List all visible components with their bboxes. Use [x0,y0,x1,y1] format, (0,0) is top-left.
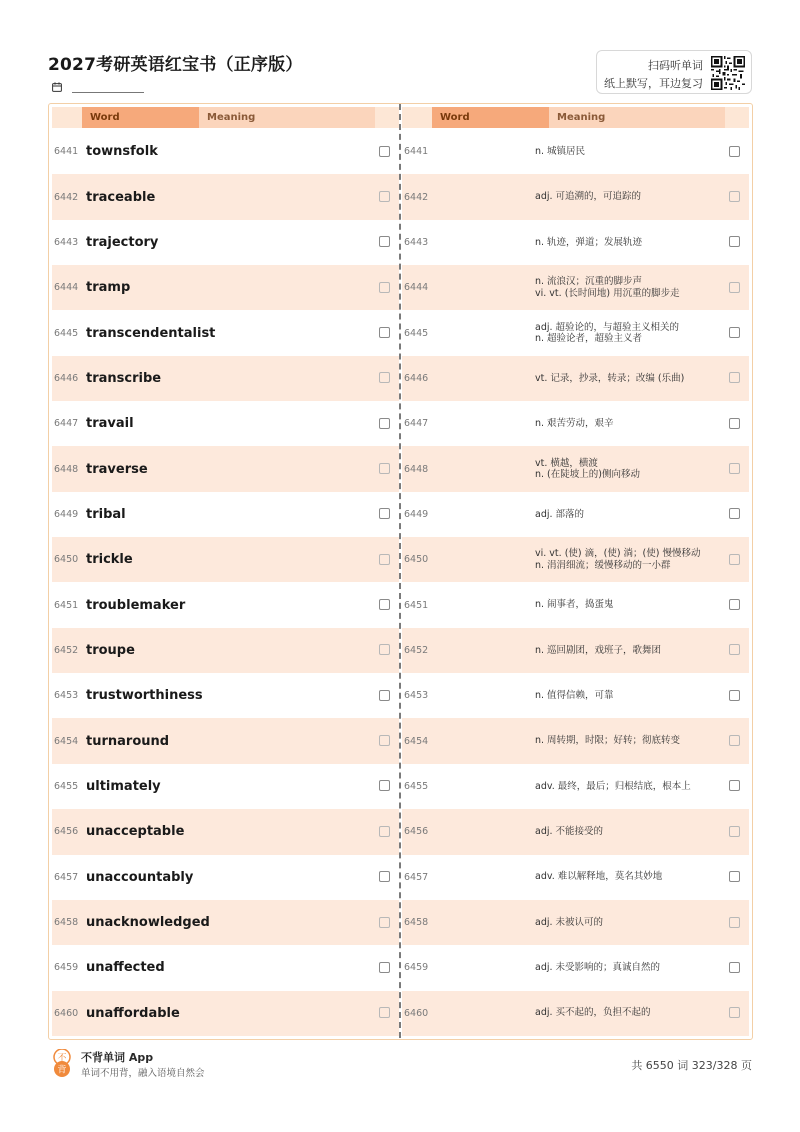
entry-number: 6447 [404,418,429,430]
entry-number: 6455 [404,780,429,792]
word-checkbox[interactable] [379,826,390,837]
meaning-checkbox[interactable] [729,962,740,973]
entry-number: 6449 [404,508,429,520]
entry-meaning [535,356,725,401]
meaning-line: adj. 买不起的，负担不起的 [535,1007,651,1019]
meaning-line: adj. 超验论的，与超验主义相关的 [535,321,680,333]
word-row [52,718,399,763]
entry-number: 6445 [404,327,429,339]
word-col-header-right: Word [432,107,549,128]
entry-number: 6451 [54,599,79,611]
entry-number: 6448 [54,463,79,475]
entry-word: trickle [86,552,133,568]
entry-number: 6444 [54,282,79,294]
word-column [52,107,399,1037]
entry-word: unacceptable [86,824,185,840]
entry-word: travail [86,416,134,432]
entry-number: 6459 [54,962,79,974]
word-row [52,809,399,854]
word-row [52,945,399,990]
word-row [52,446,399,491]
entry-meaning [535,628,725,673]
meaning-column [402,107,749,1037]
entry-number: 6455 [54,780,79,792]
word-checkbox[interactable] [379,146,390,157]
meaning-row [402,492,749,537]
word-row [52,356,399,401]
word-checkbox[interactable] [379,644,390,655]
meaning-checkbox[interactable] [729,871,740,882]
word-row [52,628,399,673]
word-checkbox[interactable] [379,191,390,202]
meaning-row [402,401,749,446]
meaning-row [402,220,749,265]
entry-word: unaffordable [86,1005,180,1021]
meaning-checkbox[interactable] [729,146,740,157]
meaning-row [402,446,749,491]
entry-number: 6450 [404,554,429,566]
word-rows [52,129,399,1036]
meaning-row [402,129,749,174]
app-name: 不背单词 App [81,1051,154,1064]
meaning-line: adj. 不能接受的 [535,826,604,838]
meaning-line: n. 值得信赖，可靠 [535,690,614,702]
entry-meaning [535,129,725,174]
word-checkbox[interactable] [379,327,390,338]
qr-code-icon[interactable] [711,56,745,90]
word-row [52,220,399,265]
meaning-checkbox[interactable] [729,735,740,746]
qr-caption-1: 扫码听单词 [648,59,703,72]
entry-meaning [535,991,725,1036]
meaning-checkbox[interactable] [729,418,740,429]
meaning-row [402,673,749,718]
entry-word: turnaround [86,733,170,749]
entry-number: 6453 [54,690,79,702]
meaning-checkbox[interactable] [729,644,740,655]
meaning-checkbox[interactable] [729,554,740,565]
meaning-line: vi. vt. (使) 滴，(使) 淌；(使) 慢慢移动 [535,548,701,560]
entry-meaning [535,809,725,854]
entry-meaning [535,265,725,310]
word-checkbox[interactable] [379,508,390,519]
entry-word: townsfolk [86,144,158,160]
entry-number: 6453 [404,690,429,702]
meaning-line: n. 流浪汉；沉重的脚步声 [535,276,643,288]
word-row [52,673,399,718]
meaning-rows [402,129,749,1036]
entry-number: 6460 [54,1007,79,1019]
word-row [52,855,399,900]
entry-number: 6448 [404,463,429,475]
word-checkbox[interactable] [379,690,390,701]
entry-word: transcribe [86,370,162,386]
meaning-checkbox[interactable] [729,599,740,610]
entry-number: 6441 [404,146,429,158]
meaning-line: n. 巡回剧团，戏班子，歌舞团 [535,644,662,656]
meaning-checkbox[interactable] [729,327,740,338]
meaning-row [402,718,749,763]
entry-meaning [535,718,725,763]
logo-char-2: 背 [57,1065,67,1076]
meaning-line: adv. 难以解释地，莫名其妙地 [535,871,663,883]
meaning-line: n. 周转期，时限；好转；彻底转变 [535,735,681,747]
word-row [52,129,399,174]
entry-number: 6460 [404,1007,429,1019]
word-checkbox[interactable] [379,871,390,882]
entry-meaning [535,945,725,990]
meaning-line: n. 涓涓细流；缓慢移动的一小群 [535,559,671,571]
app-slogan: 单词不用背，融入语境自然会 [81,1068,205,1079]
entry-number: 6443 [54,236,79,248]
meaning-row [402,764,749,809]
entry-word: trustworthiness [86,688,203,704]
meaning-checkbox[interactable] [729,236,740,247]
entry-number: 6454 [404,735,429,747]
word-checkbox[interactable] [379,917,390,928]
vocab-table [48,103,753,1040]
word-checkbox[interactable] [379,780,390,791]
entry-number: 6459 [404,962,429,974]
entry-number: 6450 [54,554,79,566]
meaning-row [402,356,749,401]
entry-number: 6454 [54,735,79,747]
word-checkbox[interactable] [379,282,390,293]
meaning-checkbox[interactable] [729,690,740,701]
entry-number: 6451 [404,599,429,611]
meaning-row [402,809,749,854]
meaning-line: adj. 可追溯的，可追踪的 [535,191,642,203]
entry-number: 6452 [404,644,429,656]
word-row [52,582,399,627]
meaning-col-header: Meaning [199,107,375,128]
meaning-col-header-right: Meaning [549,107,725,128]
word-col-header: Word [82,107,199,128]
word-checkbox[interactable] [379,962,390,973]
entry-word: tramp [86,280,131,296]
meaning-checkbox[interactable] [729,372,740,383]
entry-number: 6458 [404,917,429,929]
entry-number: 6447 [54,418,79,430]
word-checkbox[interactable] [379,1007,390,1018]
meaning-line: n. 超验论者，超验主义者 [535,333,643,345]
entry-word: troublemaker [86,597,186,613]
entry-number: 6443 [404,236,429,248]
meaning-line: adv. 最终，最后；归根结底，根本上 [535,780,691,792]
entry-word: unacknowledged [86,915,210,931]
fold-divider [399,104,401,1038]
entry-number: 6456 [404,826,429,838]
entry-word: ultimately [86,778,161,794]
meaning-line: vt. 横越，横渡 [535,457,598,469]
entry-word: unaffected [86,960,165,976]
app-logo [51,1049,73,1077]
meaning-line: n. 城镇居民 [535,145,586,157]
entry-number: 6442 [54,191,79,203]
meaning-checkbox[interactable] [729,1007,740,1018]
page-title: 2027考研英语红宝书（正序版） [48,55,303,75]
meaning-line: adj. 未被认可的 [535,916,604,928]
entry-meaning [535,174,725,219]
meaning-row [402,537,749,582]
entry-word: transcendentalist [86,325,216,341]
entry-meaning [535,401,725,446]
qr-panel[interactable] [596,50,752,94]
entry-word: traverse [86,461,148,477]
meaning-checkbox[interactable] [729,463,740,474]
meaning-line: n. 闹事者，捣蛋鬼 [535,599,614,611]
word-checkbox[interactable] [379,735,390,746]
entry-number: 6442 [404,191,429,203]
entry-word: troupe [86,642,135,658]
meaning-line: adj. 未受影响的；真诚自然的 [535,962,661,974]
entry-number: 6446 [404,372,429,384]
page-header [48,50,752,98]
meaning-row [402,582,749,627]
entry-meaning [535,446,725,491]
meaning-line: n. 轨迹，弹道；发展轨迹 [535,236,643,248]
entry-number: 6456 [54,826,79,838]
entry-meaning [535,900,725,945]
logo-char-1: 不 [57,1053,67,1064]
entry-number: 6457 [404,871,429,883]
word-row [52,991,399,1036]
word-row [52,492,399,537]
qr-caption-2: 纸上默写，耳边复习 [604,77,703,90]
entry-number: 6445 [54,327,79,339]
meaning-row [402,174,749,219]
entry-word: traceable [86,189,156,205]
entry-number: 6457 [54,871,79,883]
entry-number: 6452 [54,644,79,656]
word-row [52,265,399,310]
entry-meaning [535,764,725,809]
entry-meaning [535,673,725,718]
meaning-line: adj. 部落的 [535,508,585,520]
meaning-line: n. 艰苦劳动，艰辛 [535,417,614,429]
word-row [52,900,399,945]
entry-number: 6444 [404,282,429,294]
entry-number: 6458 [54,917,79,929]
meaning-checkbox[interactable] [729,191,740,202]
date-line[interactable] [72,92,144,93]
meaning-row [402,991,749,1036]
meaning-row [402,945,749,990]
meaning-row [402,855,749,900]
entry-word: unaccountably [86,869,194,885]
calendar-icon [52,82,62,92]
page-info: 共 6550 词 323/328 页 [631,1059,752,1072]
word-row [52,537,399,582]
meaning-checkbox[interactable] [729,917,740,928]
word-checkbox[interactable] [379,599,390,610]
meaning-checkbox[interactable] [729,508,740,519]
meaning-row [402,900,749,945]
entry-meaning [535,310,725,355]
word-checkbox[interactable] [379,372,390,383]
entry-word: tribal [86,506,126,522]
meaning-checkbox[interactable] [729,826,740,837]
entry-number: 6441 [54,146,79,158]
entry-word: trajectory [86,234,159,250]
meaning-line: n. (在陡坡上的)侧向移动 [535,469,640,481]
entry-number: 6449 [54,508,79,520]
word-checkbox[interactable] [379,236,390,247]
word-checkbox[interactable] [379,554,390,565]
entry-number: 6446 [54,372,79,384]
word-checkbox[interactable] [379,463,390,474]
meaning-line: vt. 记录，抄录，转录；改编 (乐曲) [535,372,685,384]
word-row [52,401,399,446]
word-row [52,310,399,355]
word-checkbox[interactable] [379,418,390,429]
meaning-row [402,265,749,310]
word-row [52,174,399,219]
meaning-checkbox[interactable] [729,282,740,293]
entry-meaning [535,855,725,900]
meaning-row [402,628,749,673]
entry-meaning [535,582,725,627]
word-row [52,764,399,809]
entry-meaning [535,537,725,582]
meaning-checkbox[interactable] [729,780,740,791]
entry-meaning [535,220,725,265]
entry-meaning [535,492,725,537]
meaning-line: vi. vt. (长时间地) 用沉重的脚步走 [535,287,680,299]
meaning-row [402,310,749,355]
